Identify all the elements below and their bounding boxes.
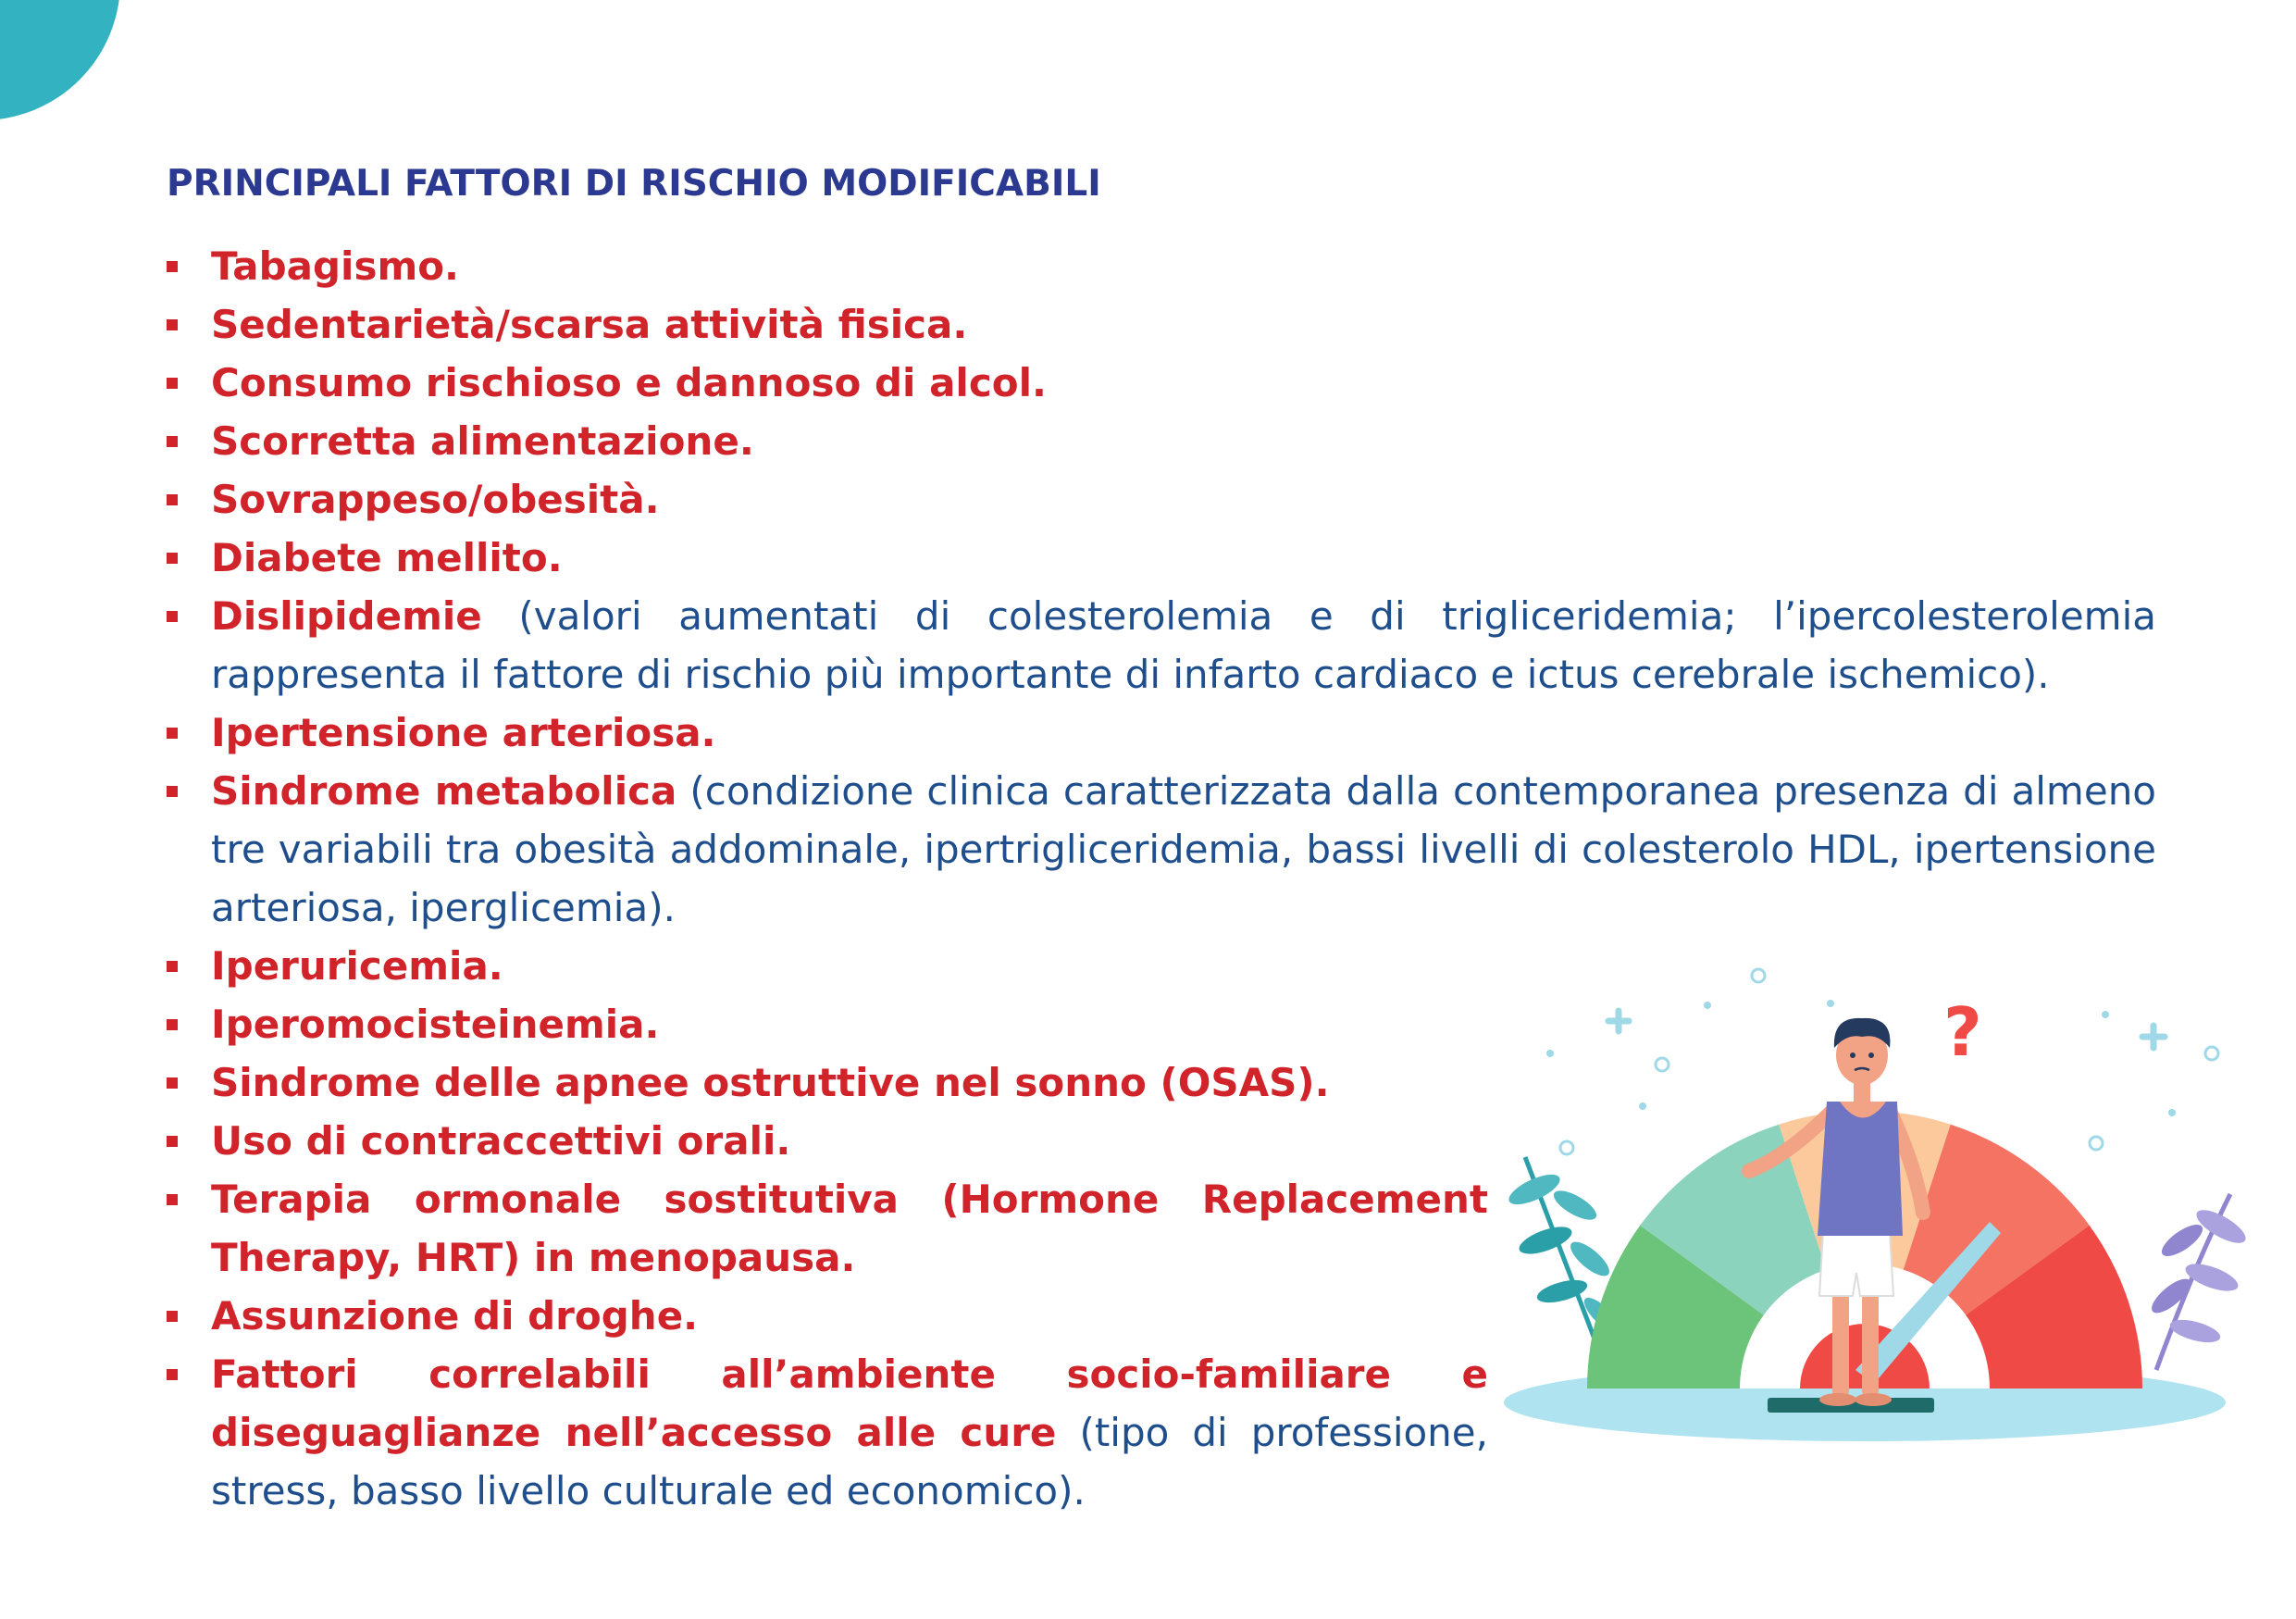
factor-detail: (condizione clinica caratterizzata dalla contemporanea presenza di almeno tre variabili tra obesità addominale, ipertrigliceridemia, bassi livelli di colesterolo HDL, ipertensione arteriosa, iperglicemia). <box>211 768 2157 930</box>
list-item <box>167 937 1488 995</box>
factor-name: Sedentarietà/scarsa attività fisica. <box>211 302 968 347</box>
list-item <box>167 1112 1488 1170</box>
plant-right-icon <box>2147 1194 2249 1370</box>
factor-name: Terapia ormonale sostitutiva (Hormone Replacement Therapy, HRT) in menopausa. <box>211 1177 1488 1280</box>
list-item <box>167 470 2156 529</box>
factor-detail: (tipo di professione, stress, basso livello culturale ed economico). <box>211 1410 1488 1513</box>
factor-name: Ipertensione arteriosa. <box>211 710 716 755</box>
plus-icon <box>2142 1026 2165 1048</box>
factor-name: Fattori correlabili all’ambiente socio-familiare e diseguaglianze nell’accesso alle cure <box>211 1351 1488 1455</box>
plus-icon <box>1608 1011 1629 1031</box>
list-item <box>167 1345 1488 1520</box>
list-item <box>167 1053 1488 1112</box>
question-mark-icon: ? <box>1943 993 1982 1071</box>
list-item <box>167 412 2156 470</box>
list-item <box>167 354 2156 412</box>
corner-decoration <box>0 0 120 120</box>
list-item <box>167 762 2156 937</box>
list-item <box>167 529 2156 587</box>
factor-name: Diabete mellito. <box>211 535 563 580</box>
list-item <box>167 1170 1488 1287</box>
factor-name: Sindrome delle apnee ostruttive nel sonno (OSAS). <box>211 1060 1330 1105</box>
list-item <box>167 1287 1488 1345</box>
list-item <box>167 704 2156 762</box>
factor-name: Consumo rischioso e dannoso di alcol. <box>211 360 1047 405</box>
factor-name: Iperuricemia. <box>211 943 503 989</box>
list-item <box>167 995 1488 1053</box>
factor-detail: (valori aumentati di colesterolemia e di trigliceridemia; l’ipercolesterolemia rappresenta il fattore di rischio più importante di infarto cardiaco e ictus cerebrale ischemico). <box>211 593 2156 697</box>
factor-name: Sindrome metabolica <box>211 768 677 814</box>
list-item <box>167 237 2156 295</box>
factor-name: Dislipidemie <box>211 593 482 639</box>
factor-name: Iperomocisteinemia. <box>211 1002 660 1047</box>
factor-name: Uso di contraccettivi orali. <box>211 1118 791 1164</box>
weight-gauge-illustration <box>1490 963 2249 1463</box>
factor-name: Tabagismo. <box>211 243 460 289</box>
factor-name: Scorretta alimentazione. <box>211 418 754 464</box>
list-item <box>167 587 2156 704</box>
list-item <box>167 295 2156 354</box>
factor-name: Sovrappeso/obesità. <box>211 477 660 522</box>
page-heading: PRINCIPALI FATTORI DI RISCHIO MODIFICABILI <box>167 163 1101 205</box>
factor-name: Assunzione di droghe. <box>211 1293 699 1339</box>
